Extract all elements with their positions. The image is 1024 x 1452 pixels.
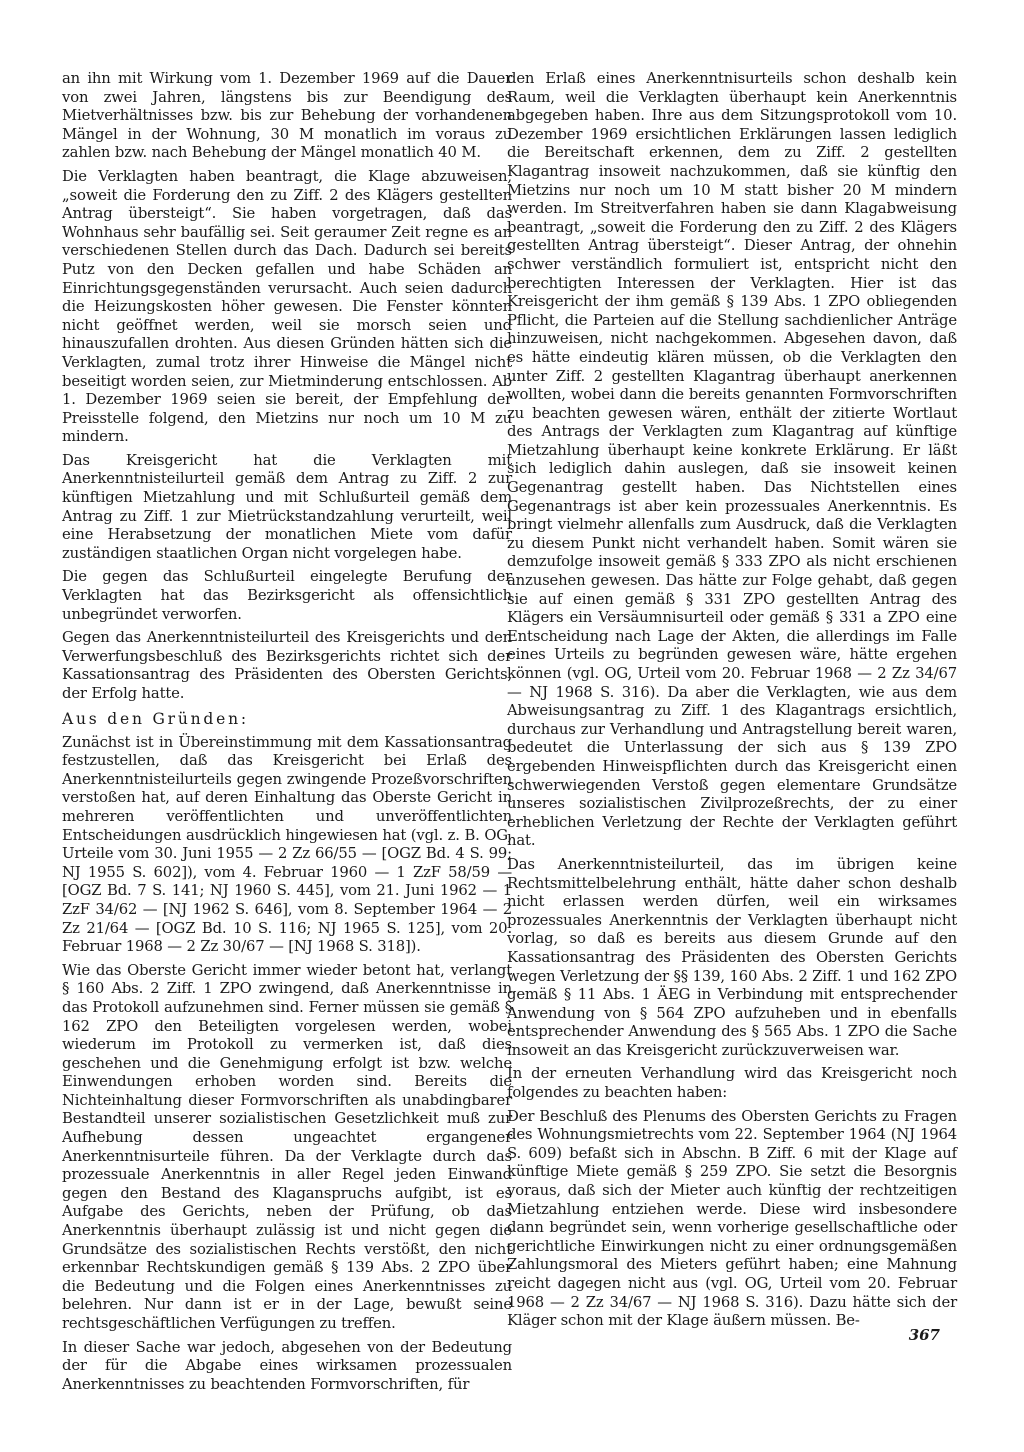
page-number: 367	[908, 1326, 940, 1344]
paragraph: den Erlaß eines Anerkenntnisurteils schon deshalb kein Raum, weil die Verklagten überhaupt kein Anerkenntnis abgegeben haben. Ihre aus dem Sitzungsprotokoll vom 10. Dezember 1969 ersichtlichen Erklärungen lassen lediglich die Bereitschaft erkennen, dem zu Ziff. 2 gestellten Klagantrag insoweit nachzukommen, daß sie künftig den Mietzins nur noch um 10 M statt bisher 20 M mindern werden. Im Streitverfahren haben sie dann Klagabweisung beantragt, „soweit die Forderung den zu Ziff. 2 des Klägers gestellten Antrag übersteigt“. Dieser Antrag, der ohnehin schwer verständlich formuliert ist, entspricht nicht den berechtigten Interessen der Verklagten. Hier ist das Kreisgericht der ihm gemäß § 139 Abs. 1 ZPO obliegenden Pflicht, die Parteien auf die Stellung sachdienlicher Anträge hinzuweisen, nicht nachgekommen. Abgesehen davon, daß es hätte eindeutig klären müssen, ob die Verklagten den unter Ziff. 2 gestellten Klagantrag überhaupt anerkennen wollten, wobei dann die bereits genannten Formvorschriften zu beachten gewesen wären, enthält der zitierte Wortlaut des Antrags der Verklagten zum Klagantrag auf künftige Mietzahlung überhaupt keine konkrete Erklärung. Er läßt sich lediglich dahin auslegen, daß sie insoweit keinen Gegenantrag gestellt haben. Das Nichtstellen eines Gegenantrags ist aber kein prozessuales Anerkenntnis. Es bringt vielmehr allenfalls zum Ausdruck, daß die Verklagten zu diesem Punkt nicht verhandelt haben. Somit wären sie demzufolge insoweit gemäß § 333 ZPO als nicht erschienen anzusehen gewesen. Das hätte zur Folge gehabt, daß gegen sie auf einen gemäß § 331 ZPO gestellten Antrag des Klägers ein Versäumnisurteil oder gemäß § 331 a ZPO eine Entscheidung nach Lage der Akten, die allerdings im Falle eines Urteils zu begründen gewesen wäre, hätte ergehen können (vgl. OG, Urteil vom 20. Februar 1968 — 2 Zz 34/67 — NJ 1968 S. 316). Da aber die Verklagten, wie aus dem Abweisungsantrag zu Ziff. 1 des Klagantrags ersichtlich, durchaus zur Verhandlung und Antragstellung bereit waren, bedeutet die Unterlassung der sich aus § 139 ZPO ergebenden Hinweispflichten durch das Kreisgericht einen schwerwiegenden Verstoß gegen elementare Grundsätze unseres sozialistischen Zivilprozeßrechts, der zu einer erheblichen Verletzung der Rechte der Verklagten geführt hat.	[507, 70, 957, 850]
paragraph: Der Beschluß des Plenums des Obersten Gerichts zu Fragen des Wohnungsmietrechts vom 22. September 1964 (NJ 1964 S. 609) befaßt sich in Abschn. B Ziff. 6 mit der Klage auf künftige Miete gemäß § 259 ZPO. Sie setzt die Besorgnis voraus, daß sich der Mieter auch künftig der rechtzeitigen Mietzahlung entziehen werde. Diese wird insbesondere dann begründet sein, wenn vorherige gesellschaftliche oder gerichtliche Einwirkungen nicht zu einer ordnungsgemäßen Zahlungsmoral des Mieters geführt haben; eine Mahnung reicht dagegen nicht aus (vgl. OG, Urteil vom 20. Februar 1968 — 2 Zz 34/67 — NJ 1968 S. 316). Dazu hätte sich der Kläger schon mit der Klage äußern müssen. Be-	[507, 1107, 957, 1330]
paragraph: Die Verklagten haben beantragt, die Klage abzuweisen, „soweit die Forderung den zu Ziff. 2 des Klägers gestellten Antrag übersteigt“. Sie haben vorgetragen, daß das Wohnhaus sehr baufällig sei. Seit geraumer Zeit regne es an verschiedenen Stellen durch das Dach. Dadurch sei bereits Putz von den Decken gefallen und habe Schäden an Einrichtungsgegenständen verursacht. Auch seien dadurch die Heizungskosten höher gewesen. Die Fenster könnten nicht geöffnet werden, weil sie morsch seien und hinauszufallen drohten. Aus diesen Gründen hätten sich die Verklagten, zumal trotz ihrer Hinweise die Mängel nicht beseitigt worden seien, zur Mietminderung entschlossen. Ab 1. Dezember 1969 seien sie bereit, der Empfehlung der Preisstelle folgend, den Mietzins nur noch um 10 M zu mindern.	[62, 167, 512, 446]
paragraph: an ihn mit Wirkung vom 1. Dezember 1969 auf die Dauer von zwei Jahren, längstens bis zur Beendigung des Mietverhältnisses bzw. bis zur Behebung der vorhandenen Mängel in der Wohnung, 30 M monatlich im voraus zu zahlen bzw. nach Behebung der Mängel monatlich 40 M.	[62, 70, 512, 162]
paragraph: In dieser Sache war jedoch, abgesehen von der Bedeutung der für die Abgabe eines wirksamen prozessualen Anerkenntnisses zu beachtenden Formvorschriften, für	[62, 1338, 512, 1393]
paragraph: Das Anerkenntnisteilurteil, das im übrigen keine Rechtsmittelbelehrung enthält, hätte daher schon deshalb nicht erlassen werden dürfen, weil ein wirksames prozessuales Anerkenntnis der Verklagten überhaupt nicht vorlag, so daß es bereits aus diesem Grunde auf den Kassationsantrag des Präsidenten des Obersten Gerichts wegen Verletzung der §§ 139, 160 Abs. 2 Ziff. 1 und 162 ZPO gemäß § 11 Abs. 1 ÄEG in Verbindung mit entsprechender Anwendung von § 564 ZPO aufzuheben und in ebenfalls entsprechender Anwendung des § 565 Abs. 1 ZPO die Sache insoweit an das Kreisgericht zurückzuverweisen war.	[507, 855, 957, 1059]
paragraph: Das Kreisgericht hat die Verklagten mit Anerkenntnisteilurteil gemäß dem Antrag zu Ziff. 2 zur künftigen Mietzahlung und mit Schlußurteil gemäß dem Antrag zu Ziff. 1 zur Mietrückstandzahlung verurteilt, weil eine Herabsetzung der monatlichen Miete vom dafür zuständigen staatlichen Organ nicht vorgelegen habe.	[62, 451, 512, 562]
paragraph: Zunächst ist in Übereinstimmung mit dem Kassationsantrag festzustellen, daß das Kreisgericht bei Erlaß des Anerkenntnisteilurteils gegen zwingende Prozeßvorschriften verstoßen hat, auf deren Einhaltung das Oberste Gericht in mehreren veröffentlichten und unveröffentlichten Entscheidungen ausdrücklich hingewiesen hat (vgl. z. B. OG, Urteile vom 30. Juni 1955 — 2 Zz 66/55 — [OGZ Bd. 4 S. 99; NJ 1955 S. 602]), vom 4. Februar 1960 — 1 ZzF 58/59 — [OGZ Bd. 7 S. 141; NJ 1960 S. 445], vom 21. Juni 1962 — 1 ZzF 34/62 — [NJ 1962 S. 646], vom 8. September 1964 — 2 Zz 21/64 — [OGZ Bd. 10 S. 116; NJ 1965 S. 125], vom 20. Februar 1968 — 2 Zz 30/67 — [NJ 1968 S. 318]).	[62, 733, 512, 956]
left-column	[62, 70, 512, 1399]
section-heading: Aus den Gründen:	[62, 709, 249, 728]
paragraph: In der erneuten Verhandlung wird das Kreisgericht noch folgendes zu beachten haben:	[507, 1065, 957, 1102]
paragraph: Wie das Oberste Gericht immer wieder betont hat, verlangt § 160 Abs. 2 Ziff. 1 ZPO zwingend, daß Anerkenntnisse in das Protokoll aufzunehmen sind. Ferner müssen sie gemäß § 162 ZPO den Beteiligten vorgelesen werden, wobei wiederum im Protokoll zu vermerken ist, daß dies geschehen und die Genehmigung erfolgt ist bzw. welche Einwendungen erhoben worden sind. Bereits die Nichteinhaltung dieser Formvorschriften als unabdingbarer Bestandteil unserer sozialistischen Gesetzlichkeit muß zur Aufhebung dessen ungeachtet ergangener Anerkenntnisurteile führen. Da der Verklagte durch das prozessuale Anerkenntnis in aller Regel jeden Einwand gegen den Bestand des Klaganspruchs aufgibt, ist es Aufgabe des Gerichts, neben der Prüfung, ob das Anerkenntnis überhaupt zulässig ist und nicht gegen die Grundsätze des sozialistischen Rechts verstößt, den nicht erkennbar Rechtskundigen gemäß § 139 Abs. 2 ZPO über die Bedeutung und die Folgen eines Anerkenntnisses zu belehren. Nur dann ist er in der Lage, bewußt seine rechtsgeschäftlichen Verfügungen zu treffen.	[62, 961, 512, 1332]
paragraph: Die gegen das Schlußurteil eingelegte Berufung der Verklagten hat das Bezirksgericht als offensichtlich unbegründet verworfen.	[62, 568, 512, 623]
paragraph: Gegen das Anerkenntnisteilurteil des Kreisgerichts und den Verwerfungsbeschluß des Bezirksgerichts richtet sich der Kassationsantrag des Präsidenten des Obersten Gerichts, der Erfolg hatte.	[62, 629, 512, 702]
right-column	[507, 70, 957, 1336]
